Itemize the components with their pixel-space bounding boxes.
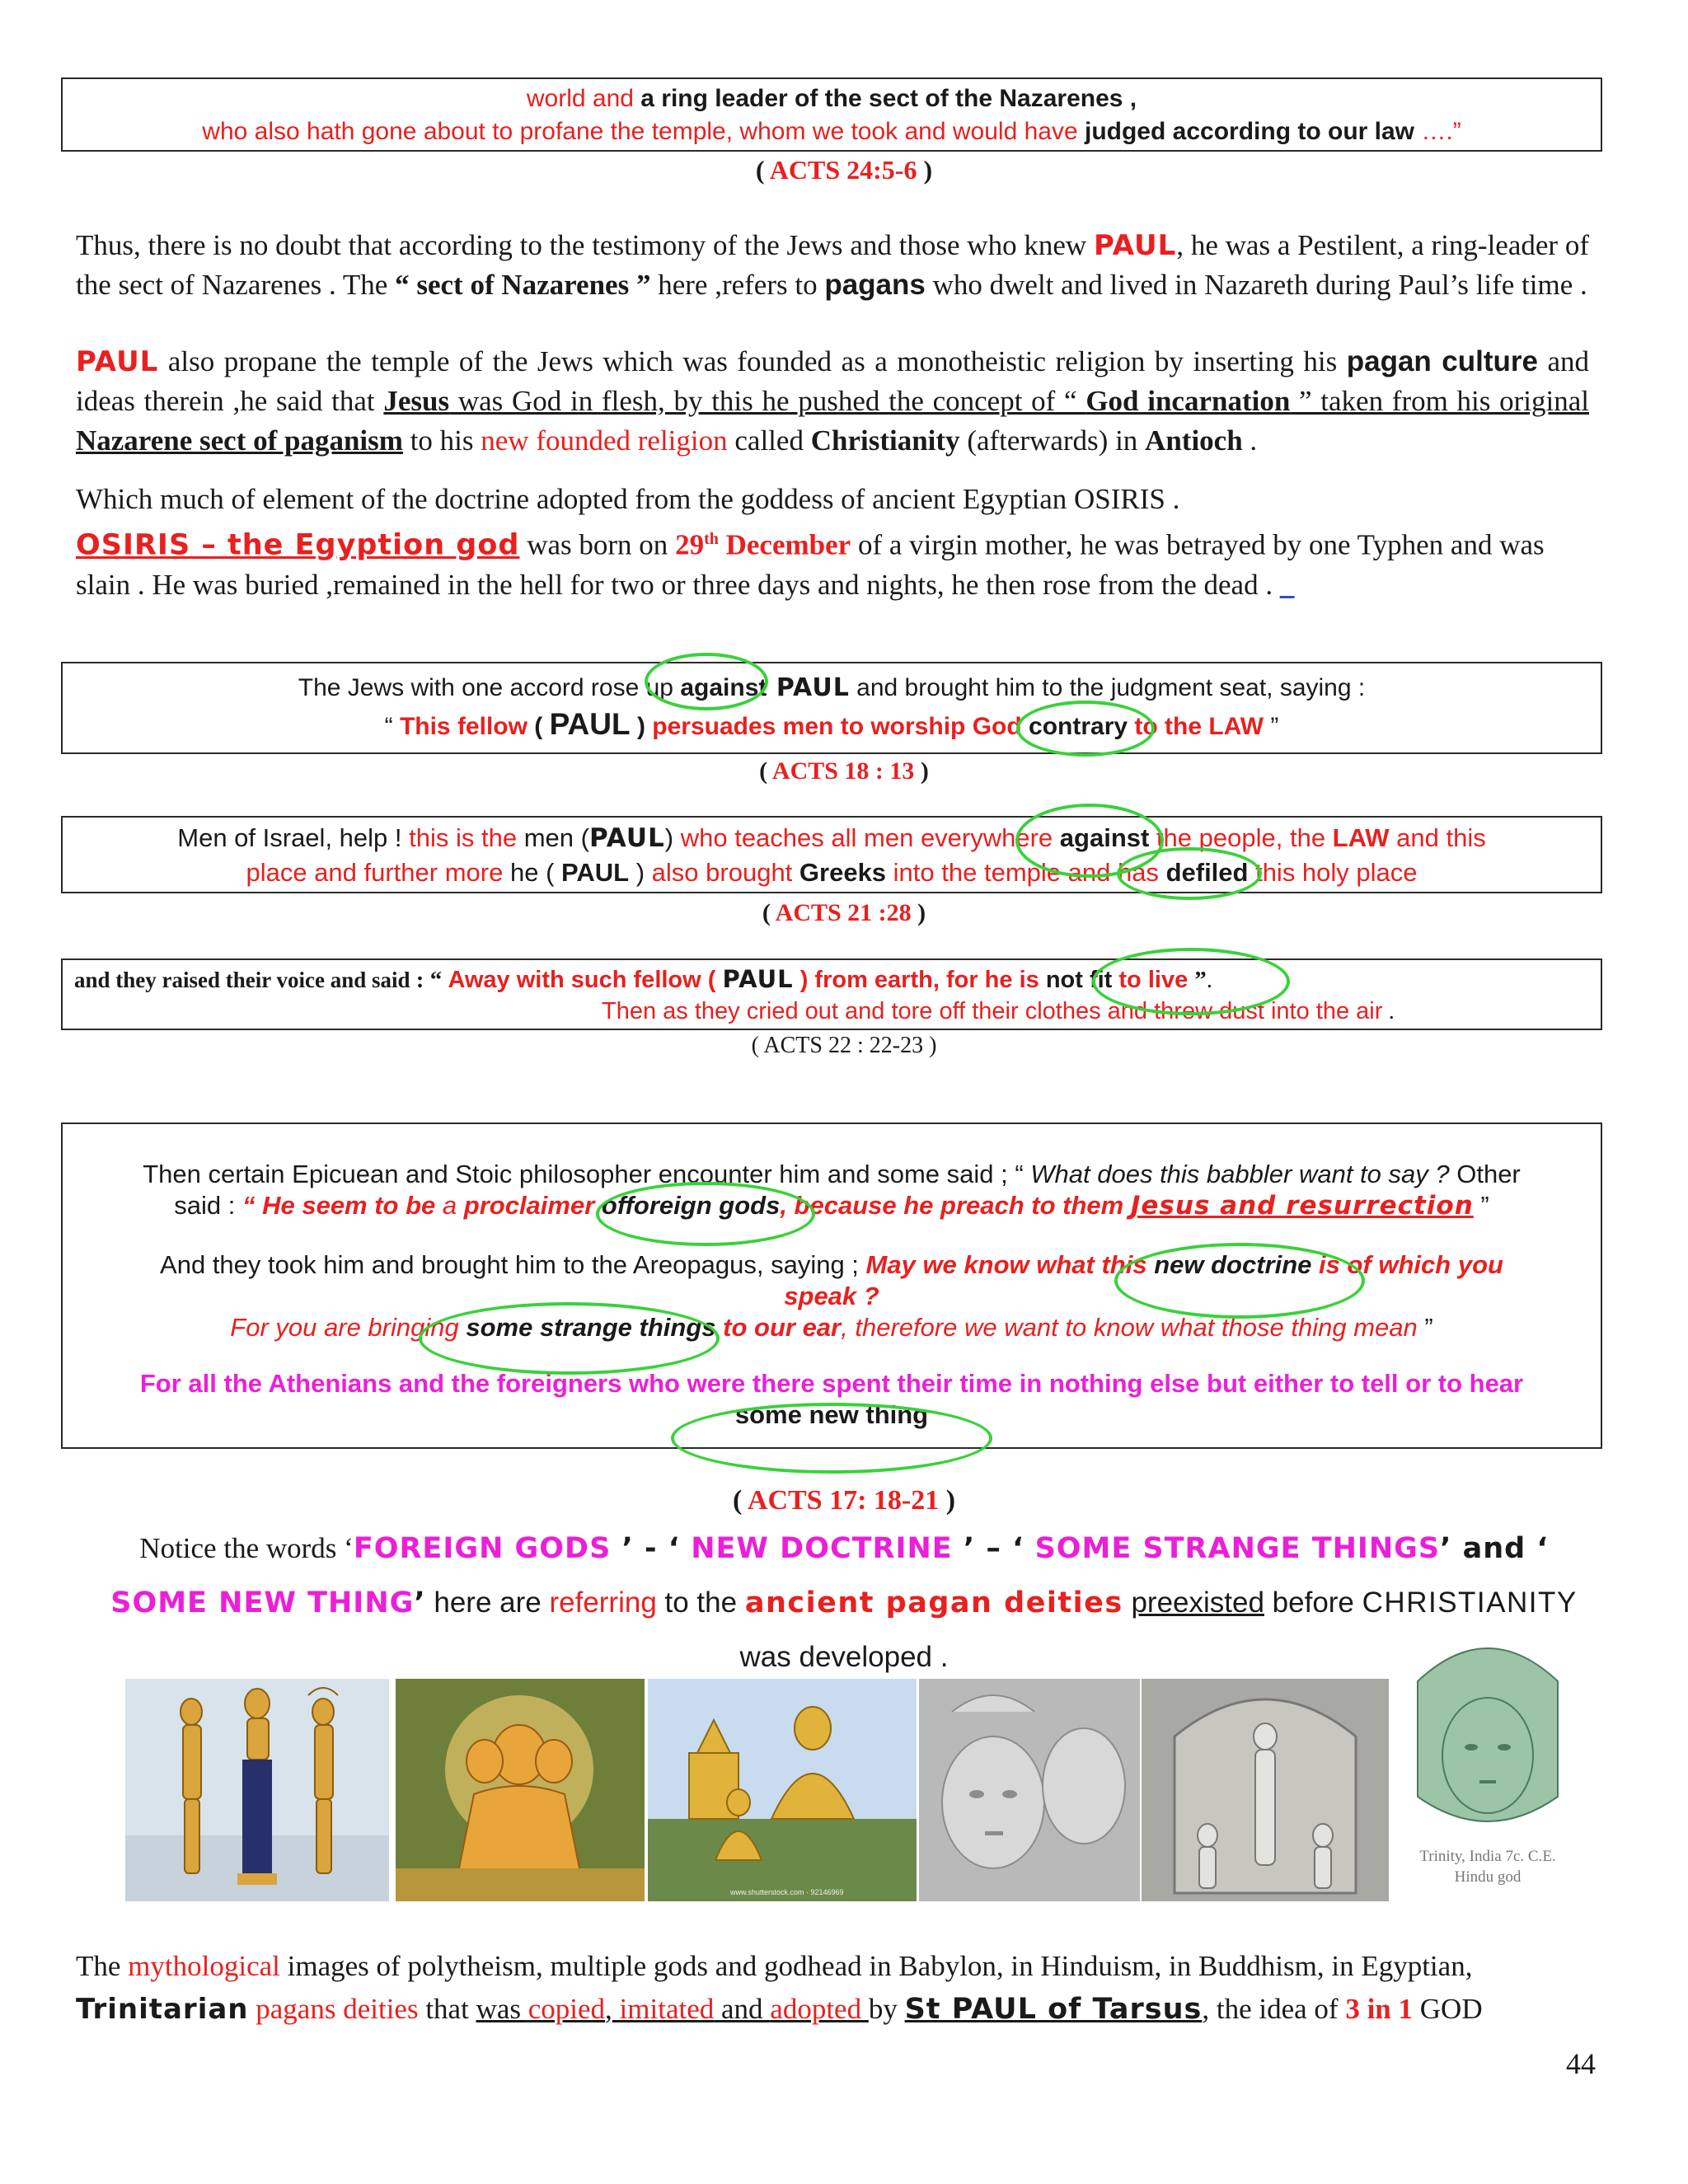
reference-acts-21: ( ACTS 21 :28 ) xyxy=(762,899,926,926)
image-temple-relief xyxy=(1142,1679,1389,1901)
quote-line-5: For you are bringing some strange things to our ear, therefore we want to know what those thing mean ” xyxy=(230,1313,1433,1342)
quote-box-acts-22 xyxy=(61,958,1602,1030)
paragraph-pestilent: Thus, there is no doubt that according to the testimony of the Jews and those who knew PAUL, he was a Pestilent, a ring-leader of the sect of Nazarenes . The “ sect of Nazarenes ” here ,refers to pagans who dwelt and lived in Nazareth during Paul’s life time . xyxy=(76,229,1589,301)
image-egyptian-gods xyxy=(125,1679,389,1901)
quote-line-2: Then as they cried out and tore off their clothes and threw dust into the air . xyxy=(602,998,1395,1024)
image-hindu-deity xyxy=(396,1679,645,1901)
quote-line-2: “ This fellow ( PAUL ) persuades men to worship God contrary to the LAW ” xyxy=(384,707,1279,741)
notice-line-2: SOME NEW THING’ here are referring to the ancient pagan deities preexisted before CHRISTIANITY xyxy=(110,1586,1578,1619)
reference-acts-17: ( ACTS 17: 18-21 ) xyxy=(732,1485,956,1516)
paragraph-osiris: Which much of element of the doctrine adopted from the goddess of ancient Egyptian OSIRIS . OSIRIS – the Egyption god was born on 29th December of a virgin mother, he was betrayed by one Typhen and was slain . He was buried ,remained in the hell for two or three days and nights, he then rose from the dead . _ xyxy=(76,483,1545,601)
quote-line-6: For all the Athenians and the foreigners who were there spent their time in nothing else but either to tell or to hear xyxy=(139,1369,1524,1398)
quote-line-2: said : “ He seem to be a proclaimer offoreign gods, because he preach to them Jesus and resurrection ” xyxy=(174,1191,1489,1221)
reference-acts-24: ( ACTS 24:5-6 ) xyxy=(755,155,933,185)
footnote-link[interactable]: _ xyxy=(1279,568,1295,601)
quote-line-1: Then certain Epicuean and Stoic philosopher encounter him and some said ; “ What does this babbler want to say ? Other xyxy=(143,1160,1521,1188)
quote-line-7: some new thing xyxy=(734,1400,929,1429)
quote-box-acts-24 xyxy=(61,77,1602,152)
paragraph-propane-temple: PAUL also propane the temple of the Jews which was founded as a monotheistic religion by inserting his pagan culture and ideas therein ,he said that Jesus was God in flesh, by this he pushed the concept of “ God incarnation ” taken from his original Nazarene sect of paganism to his new founded religion called Christianity (afterwards) in Antioch . xyxy=(76,345,1589,457)
notice-line-1: Notice the words ‘FOREIGN GODS ’ - ‘ NEW DOCTRINE ’ – ‘ SOME STRANGE THINGS’ and ‘ xyxy=(139,1532,1549,1565)
reference-acts-18: ( ACTS 18 : 13 ) xyxy=(759,757,929,785)
notice-line-3: was developed . xyxy=(739,1641,949,1673)
quote-line-2: place and further more he ( PAUL ) also brought Greeks into the temple and has defiled this holy place xyxy=(246,858,1418,887)
svg-text:Hindu god: Hindu god xyxy=(1454,1868,1522,1886)
quote-line-1: Men of Israel, help ! this is the men (PAUL) who teaches all men everywhere against the people, the LAW and this xyxy=(177,823,1486,853)
paragraph-mythological: The mythological images of polytheism, multiple gods and godhead in Babylon, in Hinduism, in Buddhism, in Egyptian, Trinitarian pagans deities that was copied, imitated and adopted by St PAUL of Tarsus, the idea of 3 in 1 GOD xyxy=(76,1950,1483,2026)
image-trinity-india xyxy=(1393,1632,1582,1901)
image-stone-faces xyxy=(919,1679,1140,1901)
svg-text:www.shutterstock.com · 9214696: www.shutterstock.com · 92146969 xyxy=(730,1888,844,1896)
quote-box-acts-17 xyxy=(61,1122,1602,1449)
quote-box-acts-21 xyxy=(61,816,1602,893)
image-buddha-statues xyxy=(648,1679,917,1901)
quote-line-2: who also hath gone about to profane the temple, whom we took and would have judged according to our law ….” xyxy=(202,118,1461,145)
quote-line-4: speak ? xyxy=(784,1282,879,1310)
quote-line-1: The Jews with one accord rose up against PAUL and brought him to the judgment seat, saying : xyxy=(298,673,1366,702)
quote-line-3: And they took him and brought him to the Areopagus, saying ; May we know what this new doctrine is of which you xyxy=(160,1250,1503,1279)
reference-acts-22: ( ACTS 22 : 22-23 ) xyxy=(751,1033,937,1058)
quote-line-1: and they raised their voice and said : “ Away with such fellow ( PAUL ) from earth, for he is not fit to live ”. xyxy=(74,965,1213,993)
svg-text:Trinity, India 7c. C.E.: Trinity, India 7c. C.E. xyxy=(1419,1848,1556,1865)
quote-line-1: world and a ring leader of the sect of the Nazarenes , xyxy=(526,85,1137,112)
quote-box-acts-18 xyxy=(61,662,1602,754)
page-number: 44 xyxy=(1566,2047,1596,2080)
